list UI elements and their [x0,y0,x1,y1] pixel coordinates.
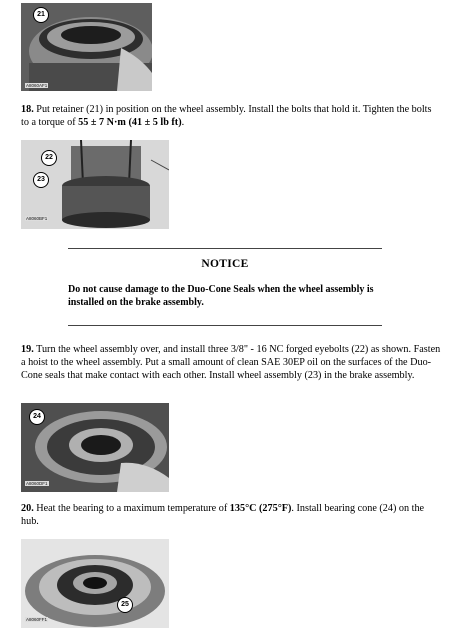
photo-wheel-assembly [21,140,169,229]
photo-code: A8060BF1 [26,216,48,221]
step-text-end: . [181,116,185,128]
callout-23: 23 [33,172,49,188]
torque-value: 55 ± 7 N·m (41 ± 5 lb ft) [78,116,182,128]
photo-code: A8060AF1 [26,83,48,88]
callout-24: 24 [29,409,45,425]
notice-text: Do not cause damage to the Duo-Cone Seals when the wheel assembly is installed on the brake assembly. [68,284,374,308]
callout-21: 21 [33,7,49,23]
step-number: 19. [21,344,34,355]
photo-bearing-cone [21,539,169,628]
temperature-value: 135°C (275°F) [229,503,292,514]
step-19 [21,344,441,382]
step-text: Heat the bearing to a maximum temperature of [33,503,230,514]
step-18 [21,104,441,130]
callout-25: 25 [117,597,133,613]
photo-retainer [21,3,152,91]
photo-hub [21,403,169,492]
step-number: 18. [21,104,34,115]
step-text: Turn the wheel assembly over, and install three 3/8" - 16 NC forged eyebolts (22) as shown. Fasten a hoist to the wheel assembly. Put a small amount of clean SAE 30EP oil on the surfaces of the Duo-Cone seals that make contact with each other. Install wheel assembly (23) in the brake assembly. [21,344,441,381]
step-number: 20. [21,503,34,514]
notice-bottom-rule [68,325,382,326]
step-text-end: . Install bearing cone (24) on the hub. [21,503,425,527]
step-20 [21,503,441,529]
photo-code: A8060DF1 [26,481,48,486]
step-text: Put retainer (21) in position on the wheel assembly. Install the bolts that hold it. Tighten the bolts to a torque of [21,104,432,128]
callout-22: 22 [41,150,57,166]
notice-top-rule [68,248,382,249]
photo-code: A8060FF1 [26,617,48,622]
notice-title: NOTICE [201,258,249,270]
